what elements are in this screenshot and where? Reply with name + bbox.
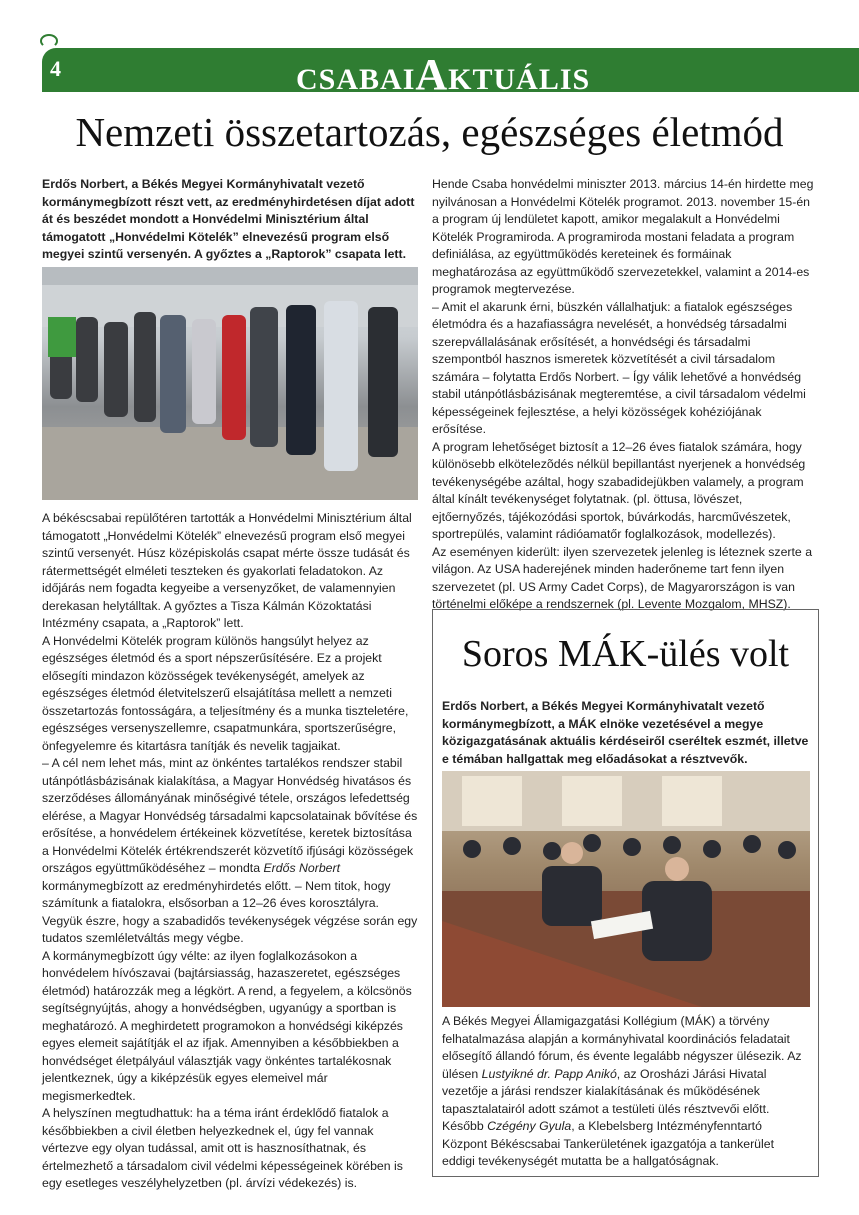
team-photo bbox=[42, 267, 418, 500]
masthead-rest: KTUÁLIS bbox=[448, 63, 591, 96]
masthead bbox=[296, 49, 590, 100]
article-lead-column bbox=[42, 176, 420, 264]
sidebar-title: Soros MÁK-ülés volt bbox=[461, 633, 790, 675]
body-paragraph: A helyszínen megtudhattuk: ha a téma iránt érdeklődő fiatalok a későbbiekben a civil életben helyezkednek el, úgy fel vannak vértezve egy olyan tudással, amit ott is hasznosíthatnak, és értelmezhető a társadalom civil védelmi képességeinek körében is egy esetleges veszélyhelyzetben (pl. árvízi védekezés) is. bbox=[42, 1106, 403, 1190]
body-paragraph: – Amit el akarunk érni, büszkén vállalhatjuk: a fiatalok egészséges életmódra és a hazafiasságra nevelését, a honvédség társadalmi szerepvállalásának erősítését, a honvédségi és társadalmi szempontból hasznos ismeretek közvetítését a civil társadalom számára – folytatta Erdős Norbert. – Így válik lehetővé a honvédség stabil utánpótlásbázisának megteremtése, a civil társadalom védelmi képességeinek fejlesztése, a helyi közösségek kohéziójának erősítése. bbox=[432, 299, 806, 436]
article-body-right bbox=[432, 176, 818, 614]
article-lead: Erdős Norbert, a Békés Megyei Kormányhivatalt vezető kormánymegbízott részt vett, az eredményhirdetésen díjat adott át és beszédet mondott a Honvédelmi Minisztérium által támogatott „Honvédelmi Kötelék” elnevezésű program első megyei szintű versenyén. A győztes a „Raptorok” csapata lett. bbox=[42, 177, 415, 261]
sidebar-article-box bbox=[432, 609, 819, 1177]
article-title: Nemzeti összetartozás, egészséges életmód bbox=[75, 109, 784, 155]
quote-text: – A cél nem lehet más, mint az önkéntes tartalékos rendszer stabil utánpótlásbázisának kialakítása, a Magyar Honvédség hivatásos és szerződéses állományának minőségivé tétele, országos lefedettség elérése, a Magyar Honvédség társadalmi kapcsolatainak bővítése és erősítése, a honvédelem értékeinek közvetítése, keretek biztosítása a Honvédelmi Kötelék értékrendszerét közvetítő ifjúsági közösségek országos együttműködéséhez – mondta bbox=[42, 756, 418, 875]
body-paragraph: A Honvédelmi Kötelék program különös hangsúlyt helyez az egészséges életmód és a sport népszerűsítésére. Ez a projekt elősegíti mindazon közösségek tevékenységét, amelyek az egészséges életmód életvitelszerű elsajátítása mellett a nemzeti összetartozás fontosságára, a teljesítmény és a munka tiszteletére, egészséges versenyszellemre, csapatmunkára, sportszerűségre, önfegyelemre és kitartásra tanítják és nevelik tagjaikat. bbox=[42, 633, 409, 753]
sidebar-body-part1: A Békés Megyei Államigazgatási Kollégium (MÁK) a törvény felhatalmazása alapján a kormányhivatal koordinációs feladatait elősegítő állandó fórum, és évente legalább négyszer ülésezik. Az ülésen bbox=[442, 1014, 802, 1081]
sidebar-lead-column bbox=[442, 698, 810, 768]
speaker-name: Erdős Norbert bbox=[263, 861, 341, 875]
sidebar-body-part3: , a Klebelsberg Intézményfenntartó Központ Békéscsabai Tankerületének igazgatója a tankerület eddigi tevékenységét mutatta be a hallgatóságnak. bbox=[442, 1119, 775, 1168]
logo-swirl-icon bbox=[40, 34, 58, 48]
article-body-left bbox=[42, 510, 420, 1193]
team-photo-illustration bbox=[42, 267, 418, 500]
quote-continuation: kormánymegbízott az eredményhirdetés előtt. – Nem titok, hogy számítunk a fiatalokra, elsősorban a 12–26 éves korosztályra. Vegyük észre, hogy a szabadidős tevékenységek végzése során egy tudatos szemléletváltás megy végbe. bbox=[42, 878, 418, 945]
body-paragraph: A program lehetőséget biztosít a 12–26 éves fiatalok számára, hogy különösebb elkötelezõdés nélkül bepillantást nyerjenek a honvédség tevékenységébe azáltal, hogy szabadidejükben valamely, a program által kínált tevékenységet folytatnak. (pl. öttusa, lövészet, ejtőernyőzés, tájékozódási sportok, búvárkodás, harcművészetek, sportrepülés, valamint rádióamatőr foglalkozások, modellezés). bbox=[432, 439, 806, 541]
body-paragraph: Az eseményen kiderült: ilyen szervezetek jelenleg is léteznek szerte a világon. Az USA haderejének minden haderőneme tart fenn ilyen szervezetet (pl. US Army Cadet Corps), de Magyarországon is van történelmi előképe a rendszernek (pl. Levente Mozgalom, MHSZ). bbox=[432, 544, 813, 611]
sidebar-lead: Erdős Norbert, a Békés Megyei Kormányhivatalt vezető kormánymegbízott, a MÁK elnöke vezetésével a megye közigazgatásának aktuális kérdéseiről cseréltek eszmét, illetve e témában hallgattak meg előadásokat a résztvevők. bbox=[442, 699, 809, 766]
person-name-2: Czégény Gyula bbox=[487, 1119, 572, 1133]
meeting-photo-illustration bbox=[442, 771, 810, 1007]
body-paragraph: A kormánymegbízott úgy vélte: az ilyen foglalkozásokon a honvédelem hívószavai (bajtársiasság, hazaszeretet, egészséges életmód) határozzák meg a légkört. A rend, a fegyelem, a kölcsönös segítségnyújtás, ahogy a honvédségben, ugyanúgy a sportban is meghatározó. A meghirdetett programokon a honvédségi kiképzés egyes elemeit sajátítják el az ifjak. Amennyiben a későbbiekben a honvédséget életpályául választják vagy önkéntes tartalékosnak jelentkeznek, úgy a kiképzésük egyes elemeivel már megismerkedtek. bbox=[42, 948, 412, 1103]
body-paragraph-quote bbox=[42, 755, 420, 948]
sidebar-body-part2: , az Orosházi Járási Hivatal vezetője a járási rendszer kialakításának és működésének tapasztalatairól adott számot a testületi ülés résztvevői előtt. Később bbox=[442, 1066, 770, 1133]
masthead-big-letter: A bbox=[415, 50, 449, 99]
person-name-1: Lustyikné dr. Papp Anikó bbox=[481, 1066, 617, 1081]
body-paragraph: Hende Csaba honvédelmi miniszter 2013. március 14-én hirdette meg nyilvánosan a Honvédelmi Kötelék programot. 2013. november 15-én a program új lendületet kapott, amikor megalakult a Honvédelmi Kötelék Programiroda. A programiroda mostani feladata a program definiálása, az együttműködés kereteinek és formáinak meghatározása az együttműködő szervezetekkel, valamint a 2014-es programok megtervezése. bbox=[432, 177, 814, 296]
body-paragraph: A békéscsabai repülőtéren tartották a Honvédelmi Minisztérium által támogatott „Honvédelmi Kötelék” elnevezésű program első megyei szintű versenyét. Húsz középiskolás csapat mérte össze tudását és rátermettségét elméleti teszteken és gyakorlati feladatokon. Az időjárás nem fogadta kegyeibe a versenyzőket, de valamennyien derekasan helytálltak. A győztes a Tisza Kálmán Közoktatási Intézmény csapata, a „Raptorok” lett. bbox=[42, 511, 412, 630]
masthead-prefix: CSABAI bbox=[296, 63, 416, 96]
meeting-photo bbox=[442, 771, 810, 1007]
sidebar-body-paragraph bbox=[442, 1013, 810, 1171]
sidebar-body bbox=[442, 1013, 810, 1171]
page-number: 4 bbox=[50, 56, 61, 81]
